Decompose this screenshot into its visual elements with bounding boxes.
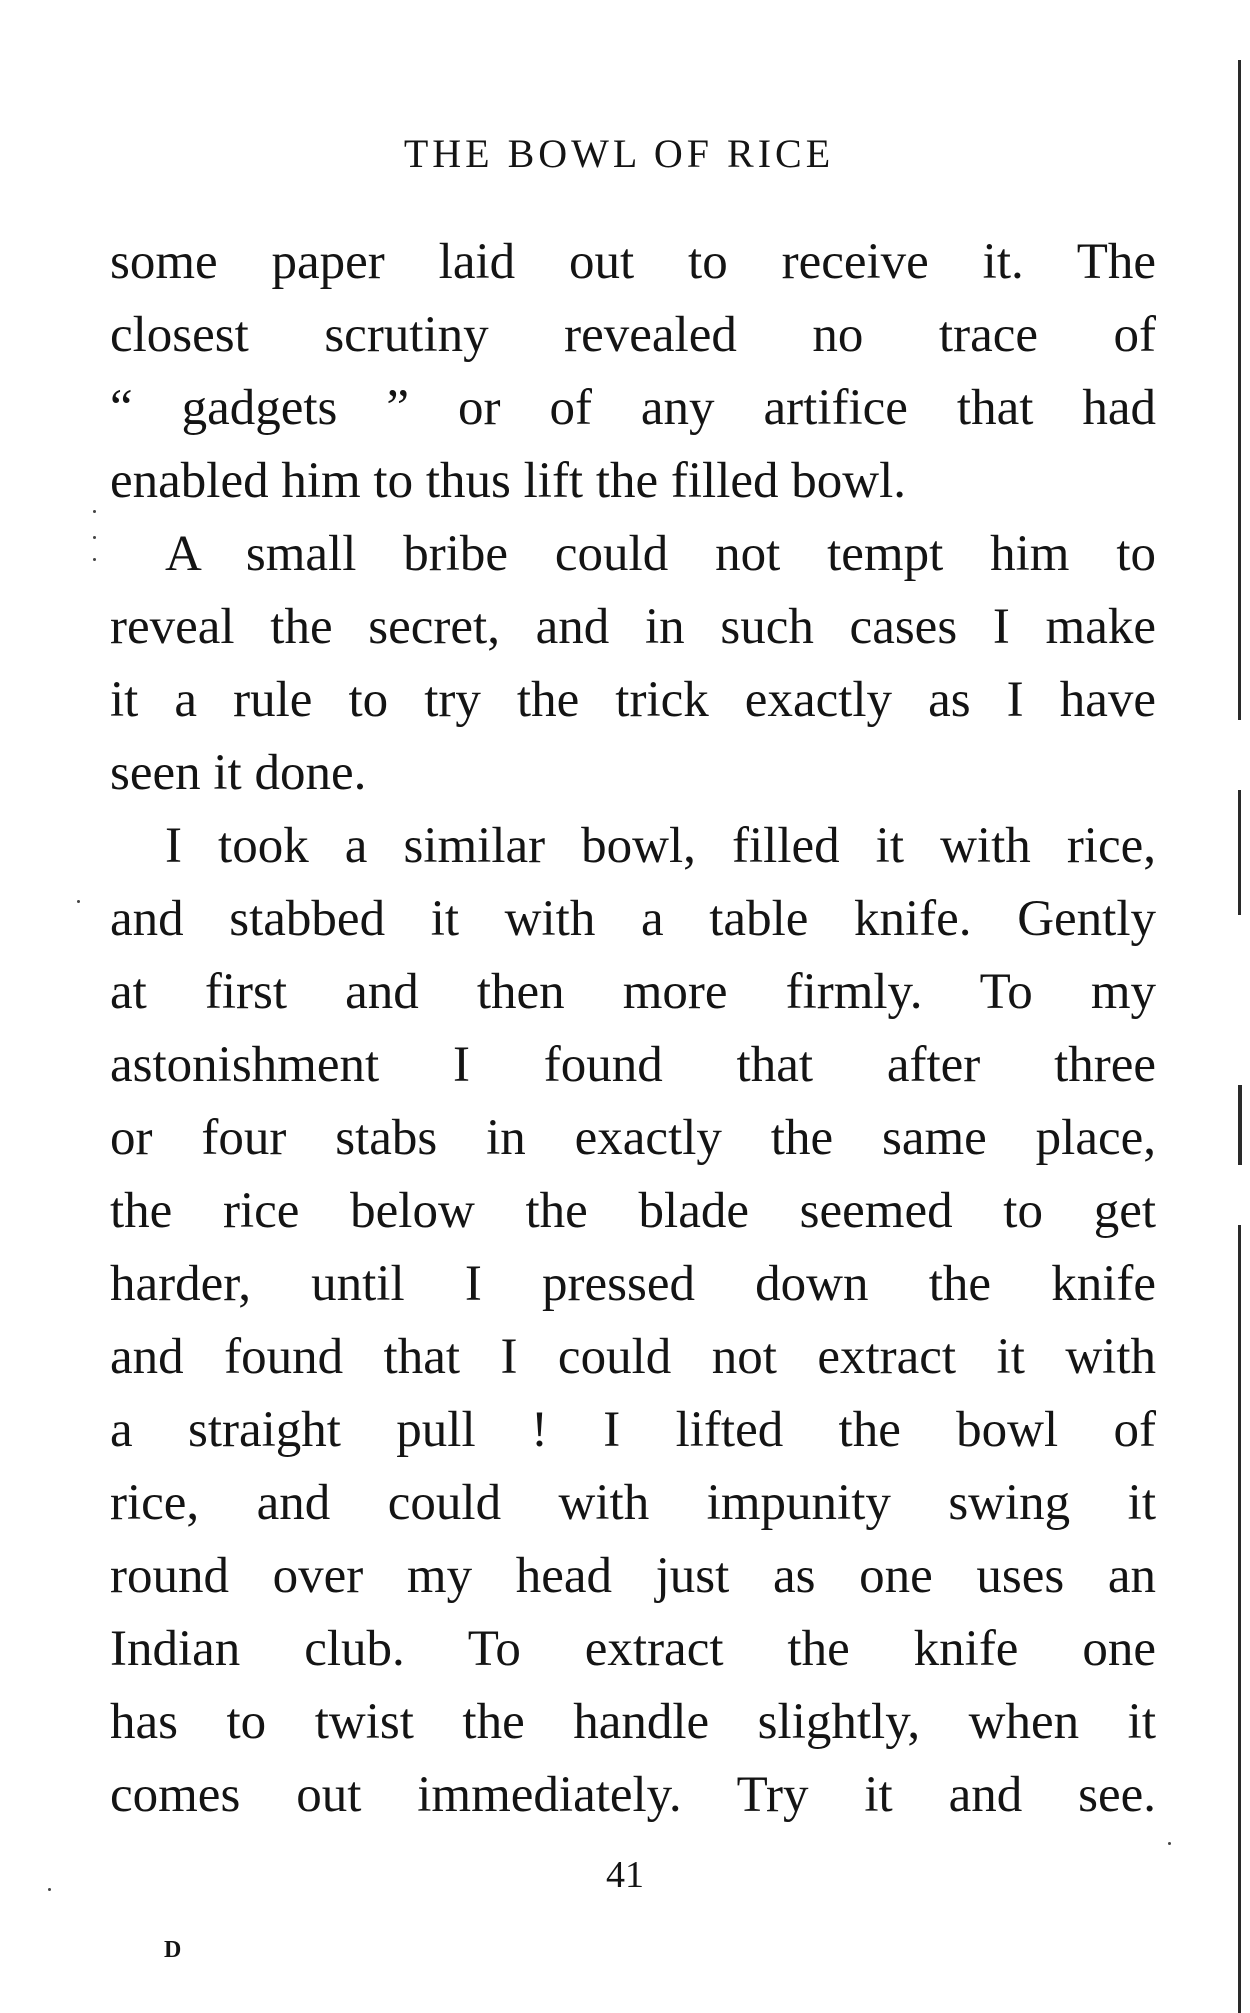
- text-line: at first and then more firmly. To my: [110, 964, 1156, 1020]
- binding-edge-line: [1238, 1225, 1241, 2013]
- body-text: [110, 226, 1156, 1832]
- text-line: “ gadgets ” or of any artifice that had: [110, 380, 1156, 436]
- text-line: and found that I could not extract it with: [110, 1329, 1156, 1385]
- text-line: harder, until I pressed down the knife: [110, 1256, 1156, 1312]
- text-line: comes out immediately. Try it and see.: [110, 1767, 1156, 1823]
- scan-speck: [48, 1888, 51, 1891]
- text-line: round over my head just as one uses an: [110, 1548, 1156, 1604]
- text-line: closest scrutiny revealed no trace of: [110, 307, 1156, 363]
- text-line: seen it done.: [110, 745, 367, 801]
- text-line: enabled him to thus lift the filled bowl.: [110, 453, 907, 509]
- page-number: 41: [606, 1854, 644, 1896]
- text-line: reveal the secret, and in such cases I make: [110, 599, 1156, 655]
- binding-edge-line: [1238, 790, 1241, 915]
- text-line: it a rule to try the trick exactly as I have: [110, 672, 1156, 728]
- text-line: a straight pull ! I lifted the bowl of: [110, 1402, 1156, 1458]
- scan-speck: [93, 510, 96, 513]
- running-head: THE BOWL OF RICE: [403, 131, 835, 176]
- text-line: has to twist the handle slightly, when it: [110, 1694, 1156, 1750]
- text-line: or four stabs in exactly the same place,: [110, 1110, 1156, 1166]
- text-line: A small bribe could not tempt him to: [165, 526, 1156, 582]
- scan-speck: [93, 536, 96, 539]
- text-line: the rice below the blade seemed to get: [110, 1183, 1156, 1239]
- scan-speck: [1168, 1842, 1171, 1845]
- binding-edge-line: [1238, 1085, 1242, 1165]
- scan-speck: [77, 900, 80, 903]
- scan-speck: [93, 558, 96, 561]
- text-line: rice, and could with impunity swing it: [110, 1475, 1156, 1531]
- text-line: Indian club. To extract the knife one: [110, 1621, 1156, 1677]
- binding-edge-line: [1238, 60, 1241, 720]
- signature-mark: D: [164, 1937, 183, 1963]
- text-line: astonishment I found that after three: [110, 1037, 1156, 1093]
- text-line: some paper laid out to receive it. The: [110, 234, 1156, 290]
- text-line: I took a similar bowl, filled it with rice,: [165, 818, 1156, 874]
- text-line: and stabbed it with a table knife. Gently: [110, 891, 1156, 947]
